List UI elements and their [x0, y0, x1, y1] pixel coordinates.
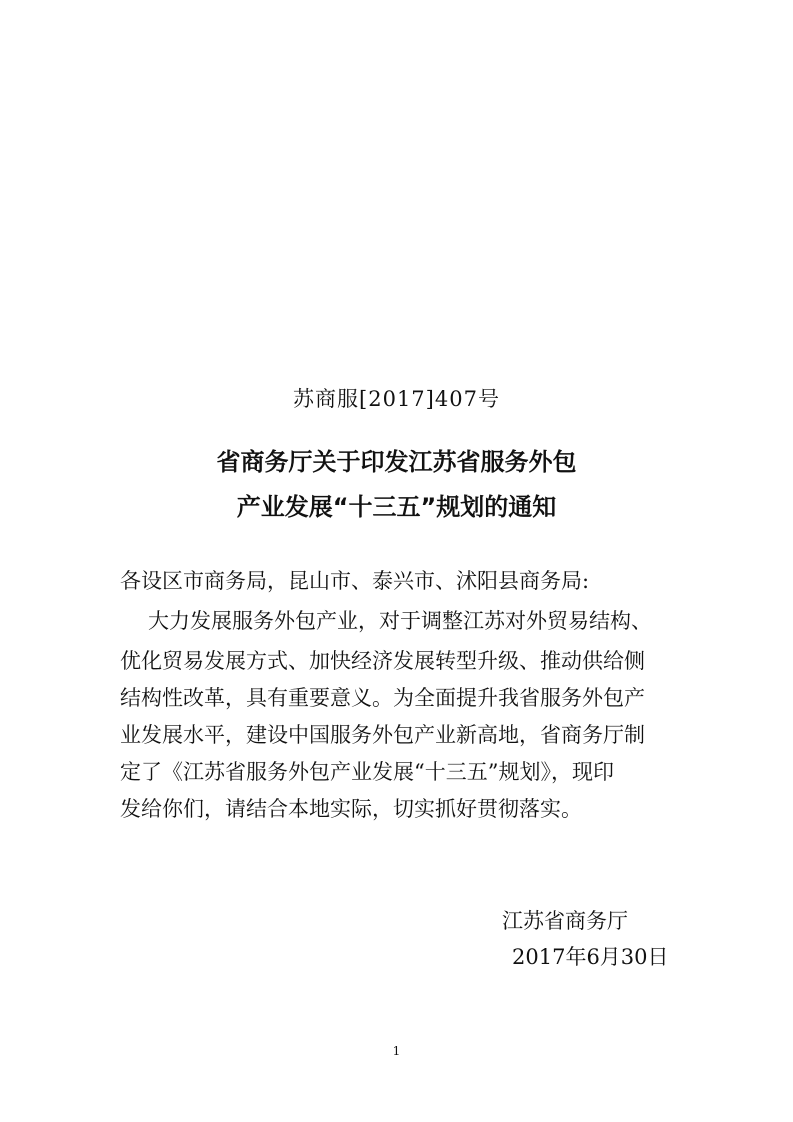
signature-organization: 江苏省商务厅: [502, 909, 628, 933]
title-line-1: 省商务厅关于印发江苏省服务外包: [216, 448, 577, 476]
body-line-2: 优化贸易发展方式、加快经济发展转型升级、推动供给侧: [120, 649, 645, 673]
document-number: 苏商服[2017]407号: [293, 387, 500, 411]
page-number: 1: [392, 1044, 401, 1058]
body-line-6: 发给你们，请结合本地实际，切实抓好贯彻落实。: [120, 797, 582, 821]
body-line-4: 业发展水平，建设中国服务外包产业新高地，省商务厅制: [120, 723, 645, 747]
salutation: 各设区市商务局，昆山市、泰兴市、沭阳县商务局:: [120, 569, 590, 593]
body-line-1: 大力发展服务外包产业，对于调整江苏对外贸易结构、: [148, 609, 652, 633]
title-line-2: 产业发展“十三五”规划的通知: [236, 493, 557, 521]
body-line-3: 结构性改革，具有重要意义。为全面提升我省服务外包产: [120, 686, 645, 710]
signature-date: 2017年6月30日: [512, 945, 669, 969]
body-line-5: 定了《江苏省服务外包产业发展“十三五”规划》，现印: [120, 760, 614, 784]
